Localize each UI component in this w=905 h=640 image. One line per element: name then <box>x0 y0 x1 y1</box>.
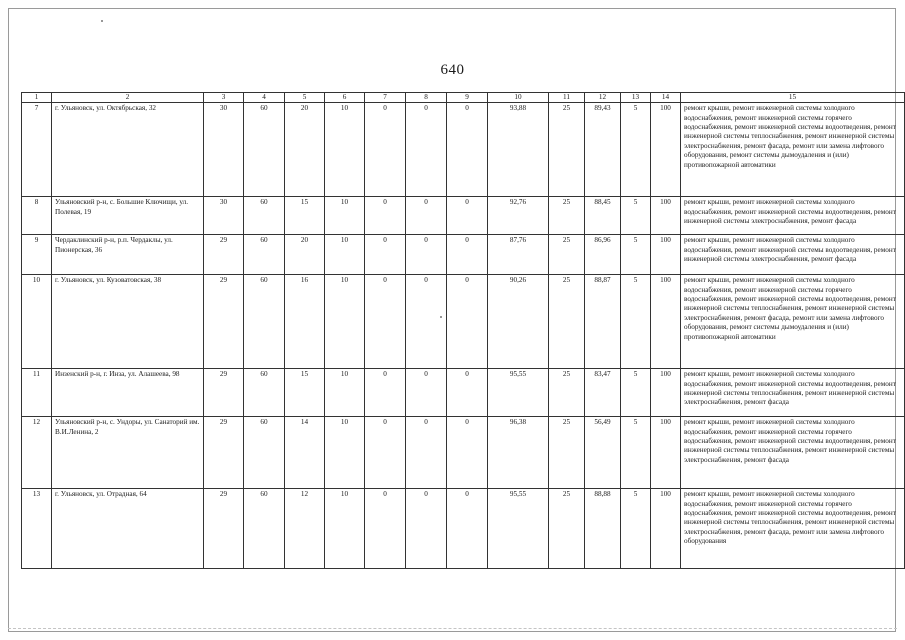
value-cell: 5 <box>621 275 651 369</box>
table-row <box>22 275 905 369</box>
column-header: 2 <box>52 93 204 103</box>
value-cell: 100 <box>651 197 681 235</box>
value-cell: 0 <box>447 369 488 417</box>
value-cell: 25 <box>549 103 585 197</box>
value-cell: 25 <box>549 197 585 235</box>
value-cell: 0 <box>365 103 406 197</box>
value-cell: 20 <box>285 103 325 197</box>
column-header: 6 <box>325 93 365 103</box>
value-cell: 95,55 <box>488 369 549 417</box>
value-cell: 0 <box>365 235 406 275</box>
column-header: 1 <box>22 93 52 103</box>
table-row <box>22 197 905 235</box>
value-cell: 83,47 <box>585 369 621 417</box>
value-cell: 0 <box>447 275 488 369</box>
value-cell: 29 <box>204 275 244 369</box>
value-cell: 90,26 <box>488 275 549 369</box>
value-cell: 15 <box>285 197 325 235</box>
value-cell: 88,45 <box>585 197 621 235</box>
value-cell: 25 <box>549 275 585 369</box>
address-cell: г. Ульяновск, ул. Отрадная, 64 <box>52 489 204 569</box>
value-cell: 93,88 <box>488 103 549 197</box>
value-cell: 60 <box>244 275 285 369</box>
value-cell: 0 <box>406 103 447 197</box>
column-header: 11 <box>549 93 585 103</box>
value-cell: 10 <box>325 197 365 235</box>
value-cell: 60 <box>244 417 285 489</box>
value-cell: 15 <box>285 369 325 417</box>
value-cell: 25 <box>549 417 585 489</box>
works-list-cell: ремонт крыши, ремонт инженерной системы холодного водоснабжения, ремонт инженерной системы водоотведения, ремонт инженерной системы теплоснабжения, ремонт инженерной системы электроснабжения, ремонт фасада <box>681 369 905 417</box>
value-cell: 0 <box>406 417 447 489</box>
value-cell: 0 <box>406 197 447 235</box>
value-cell: 10 <box>325 417 365 489</box>
value-cell: 10 <box>325 235 365 275</box>
works-list-cell: ремонт крыши, ремонт инженерной системы холодного водоснабжения, ремонт инженерной системы водоотведения, ремонт инженерной системы электроснабжения, ремонт фасада <box>681 197 905 235</box>
value-cell: 29 <box>204 369 244 417</box>
value-cell: 10 <box>325 369 365 417</box>
row-number: 9 <box>22 235 52 275</box>
value-cell: 5 <box>621 197 651 235</box>
value-cell: 5 <box>621 235 651 275</box>
page-number: 640 <box>440 62 465 78</box>
address-cell: Ульяновский р-н, с. Ундоры, ул. Санаторий им. В.И.Ленина, 2 <box>52 417 204 489</box>
row-number: 13 <box>22 489 52 569</box>
value-cell: 29 <box>204 489 244 569</box>
table-row <box>22 489 905 569</box>
value-cell: 0 <box>406 275 447 369</box>
scan-edge-noise <box>8 628 897 630</box>
table-row <box>22 369 905 417</box>
value-cell: 0 <box>447 489 488 569</box>
value-cell: 10 <box>325 275 365 369</box>
value-cell: 88,87 <box>585 275 621 369</box>
value-cell: 60 <box>244 103 285 197</box>
address-cell: г. Ульяновск, ул. Октябрьская, 32 <box>52 103 204 197</box>
value-cell: 88,88 <box>585 489 621 569</box>
value-cell: 12 <box>285 489 325 569</box>
value-cell: 60 <box>244 369 285 417</box>
value-cell: 0 <box>406 369 447 417</box>
value-cell: 25 <box>549 235 585 275</box>
value-cell: 10 <box>325 489 365 569</box>
value-cell: 29 <box>204 417 244 489</box>
value-cell: 96,38 <box>488 417 549 489</box>
column-header: 5 <box>285 93 325 103</box>
value-cell: 0 <box>406 489 447 569</box>
value-cell: 100 <box>651 489 681 569</box>
column-number-row <box>22 93 905 103</box>
works-list-cell: ремонт крыши, ремонт инженерной системы холодного водоснабжения, ремонт инженерной системы водоотведения, ремонт инженерной системы электроснабжения, ремонт фасада <box>681 235 905 275</box>
works-list-cell: ремонт крыши, ремонт инженерной системы холодного водоснабжения, ремонт инженерной системы горячего водоснабжения, ремонт инженерной системы водоотведения, ремонт инженерной системы теплоснабжения, ремонт инженерной системы электроснабжения, ремонт фасада, ремонт или замена лифтового оборудования, ремонт системы дымоудаления и (или) противопожарной автоматики <box>681 275 905 369</box>
works-list-cell: ремонт крыши, ремонт инженерной системы холодного водоснабжения, ремонт инженерной системы горячего водоснабжения, ремонт инженерной системы водоотведения, ремонт инженерной системы теплоснабжения, ремонт инженерной системы электроснабжения, ремонт фасада <box>681 417 905 489</box>
value-cell: 0 <box>365 197 406 235</box>
column-header: 7 <box>365 93 406 103</box>
value-cell: 0 <box>365 369 406 417</box>
address-cell: Инзенский р-н, г. Инза, ул. Алашеева, 98 <box>52 369 204 417</box>
column-header: 8 <box>406 93 447 103</box>
works-list-cell: ремонт крыши, ремонт инженерной системы холодного водоснабжения, ремонт инженерной системы горячего водоснабжения, ремонт инженерной системы водоотведения, ремонт инженерной системы теплоснабжения, ремонт инженерной системы электроснабжения, ремонт фасада, ремонт или замена лифтового оборудования, ремонт системы дымоудаления и (или) противопожарной автоматики <box>681 103 905 197</box>
table-row <box>22 235 905 275</box>
column-header: 14 <box>651 93 681 103</box>
value-cell: 25 <box>549 369 585 417</box>
value-cell: 100 <box>651 235 681 275</box>
capital-repair-table <box>21 92 905 569</box>
value-cell: 30 <box>204 197 244 235</box>
value-cell: 0 <box>365 275 406 369</box>
value-cell: 0 <box>447 235 488 275</box>
value-cell: 89,43 <box>585 103 621 197</box>
value-cell: 25 <box>549 489 585 569</box>
table-row <box>22 103 905 197</box>
value-cell: 29 <box>204 235 244 275</box>
column-header: 12 <box>585 93 621 103</box>
value-cell: 5 <box>621 417 651 489</box>
value-cell: 92,76 <box>488 197 549 235</box>
value-cell: 56,49 <box>585 417 621 489</box>
value-cell: 87,76 <box>488 235 549 275</box>
value-cell: 5 <box>621 489 651 569</box>
value-cell: 0 <box>365 417 406 489</box>
value-cell: 20 <box>285 235 325 275</box>
scan-speck <box>101 20 103 22</box>
value-cell: 30 <box>204 103 244 197</box>
address-cell: Ульяновский р-н, с. Большие Ключищи, ул. Полевая, 19 <box>52 197 204 235</box>
column-header: 3 <box>204 93 244 103</box>
value-cell: 10 <box>325 103 365 197</box>
value-cell: 5 <box>621 369 651 417</box>
column-header: 4 <box>244 93 285 103</box>
column-header: 13 <box>621 93 651 103</box>
value-cell: 0 <box>447 417 488 489</box>
address-cell: г. Ульяновск, ул. Кузоватовская, 38 <box>52 275 204 369</box>
column-header: 15 <box>681 93 905 103</box>
works-list-cell: ремонт крыши, ремонт инженерной системы холодного водоснабжения, ремонт инженерной системы горячего водоснабжения, ремонт инженерной системы водоотведения, ремонт инженерной системы теплоснабжения, ремонт инженерной системы электроснабжения, ремонт фасада, ремонт или замена лифтового оборудования <box>681 489 905 569</box>
value-cell: 0 <box>447 197 488 235</box>
value-cell: 0 <box>406 235 447 275</box>
value-cell: 60 <box>244 235 285 275</box>
column-header: 9 <box>447 93 488 103</box>
value-cell: 5 <box>621 103 651 197</box>
value-cell: 16 <box>285 275 325 369</box>
value-cell: 100 <box>651 369 681 417</box>
row-number: 12 <box>22 417 52 489</box>
value-cell: 60 <box>244 197 285 235</box>
row-number: 7 <box>22 103 52 197</box>
value-cell: 100 <box>651 103 681 197</box>
table-row <box>22 417 905 489</box>
row-number: 10 <box>22 275 52 369</box>
row-number: 8 <box>22 197 52 235</box>
value-cell: 95,55 <box>488 489 549 569</box>
value-cell: 14 <box>285 417 325 489</box>
address-cell: Чердаклинский р-н, р.п. Чердаклы, ул. Пионерская, 36 <box>52 235 204 275</box>
value-cell: 0 <box>365 489 406 569</box>
value-cell: 100 <box>651 417 681 489</box>
value-cell: 60 <box>244 489 285 569</box>
row-number: 11 <box>22 369 52 417</box>
value-cell: 0 <box>447 103 488 197</box>
value-cell: 86,96 <box>585 235 621 275</box>
value-cell: 100 <box>651 275 681 369</box>
column-header: 10 <box>488 93 549 103</box>
